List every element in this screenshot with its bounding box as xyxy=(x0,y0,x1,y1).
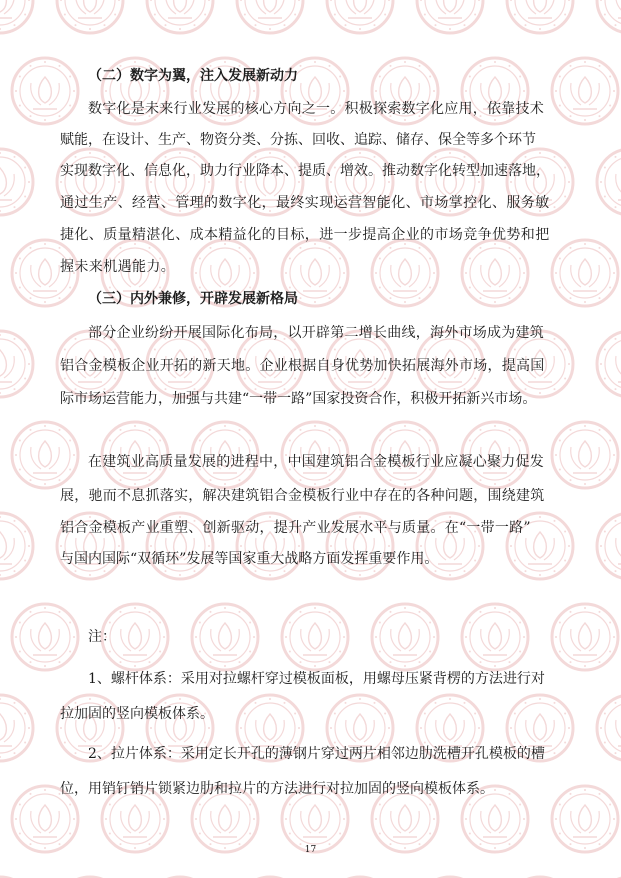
note-line: 位，用销钉销片锁紧边肋和拉片的方法进行对拉加固的竖向模板体系。 xyxy=(60,781,494,797)
paragraph-line: 际市场运营能力，加强与共建“一带一路”国家投资合作，积极开拓新兴市场。 xyxy=(60,391,537,407)
paragraph-line: 与国内国际“双循环”发展等国家重大战略方面发挥重要作用。 xyxy=(60,551,439,567)
paragraph-line: 通过生产、经营、管理的数字化，最终实现运营智能化、市场掌控化、服务敏 xyxy=(60,195,550,211)
note-line: 拉加固的竖向模板体系。 xyxy=(60,706,214,722)
paragraph-line: 数字化是未来行业发展的核心方向之一。积极探索数字化应用，依靠技术 xyxy=(88,101,544,117)
note-line: 1、螺杆体系：采用对拉螺杆穿过模板面板，用螺母压紧背楞的方法进行对 xyxy=(88,671,545,687)
paragraph-line: 在建筑业高质量发展的进程中，中国建筑铝合金模板行业应凝心聚力促发 xyxy=(88,454,544,470)
paragraph-line: 捷化、质量精湛化、成本精益化的目标，进一步提高企业的市场竞争优势和把 xyxy=(60,227,550,243)
paragraph-line: 部分企业纷纷开展国际化布局，以开辟第二增长曲线，海外市场成为建筑 xyxy=(88,325,544,341)
page-number: 17 xyxy=(304,845,317,855)
paragraph-line: 赋能，在设计、生产、物资分类、分拣、回收、追踪、储存、保全等多个环节 xyxy=(60,132,536,148)
note-line: 2、拉片体系：采用定长开孔的薄钢片穿过两片相邻边肋洗槽开孔模板的槽 xyxy=(88,746,545,762)
paragraph-line: 铝合金模板企业开拓的新天地。企业根据自身优势加快拓展海外市场，提高国 xyxy=(60,358,545,374)
section-heading-digital: （二）数字为翼，注入发展新动力 xyxy=(88,68,298,84)
paragraph-line: 握未来机遇能力。 xyxy=(60,259,176,275)
section-heading-international: （三）内外兼修，开辟发展新格局 xyxy=(88,291,298,307)
paragraph-line: 实现数字化、信息化，助力行业降本、提质、增效。推动数字化转型加速落地， xyxy=(60,163,550,179)
notes-title: 注： xyxy=(88,629,116,645)
paragraph-line: 铝合金模板产业重塑、创新驱动，提升产业发展水平与质量。在“一带一路” xyxy=(60,520,531,536)
paragraph-line: 展，驰而不息抓落实，解决建筑铝合金模板行业中存在的各种问题，围绕建筑 xyxy=(60,488,545,504)
